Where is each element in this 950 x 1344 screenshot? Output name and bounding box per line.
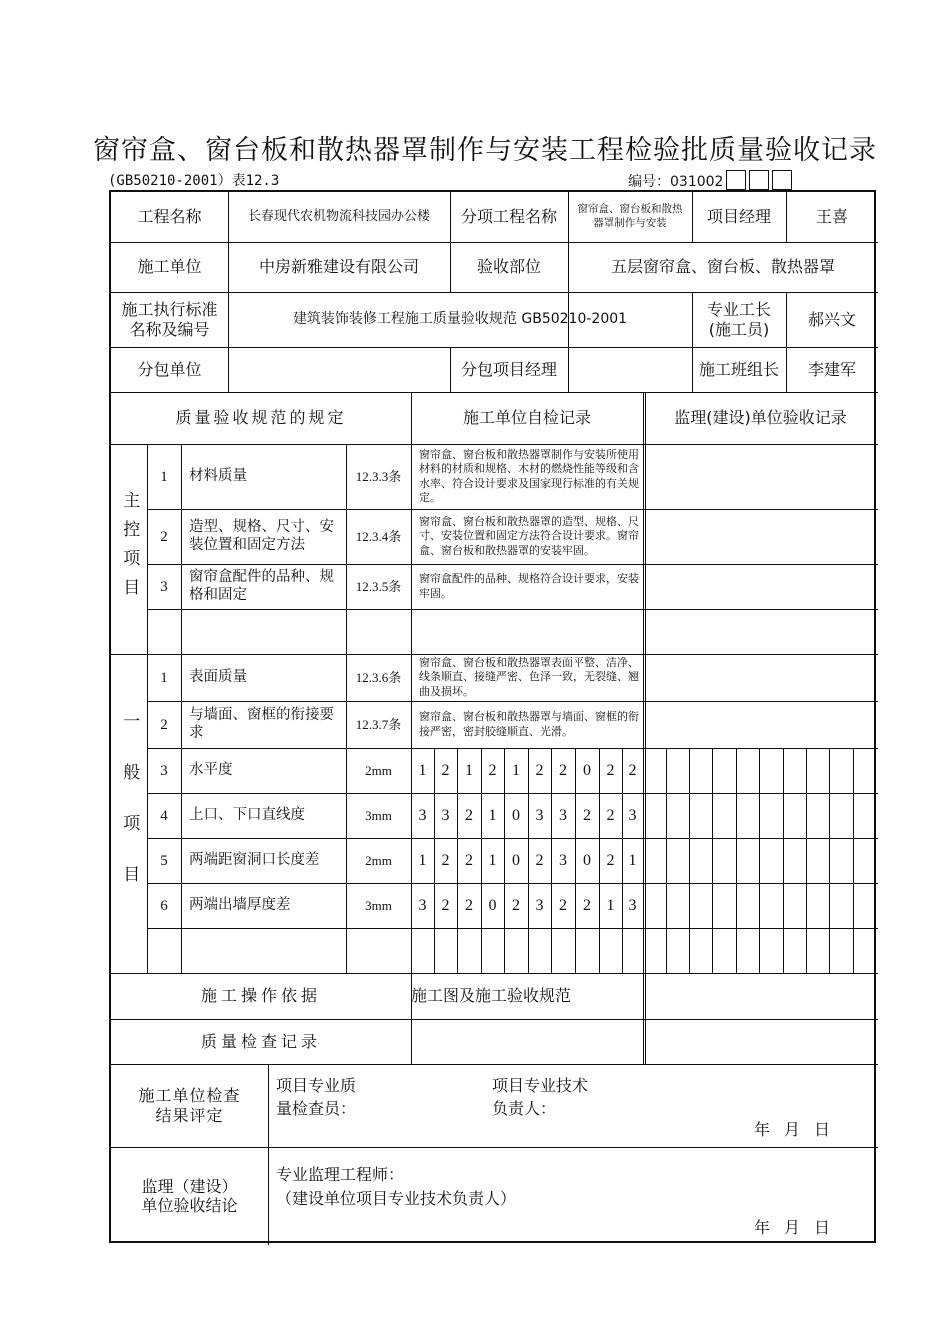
measured-value-text: 3 (535, 896, 544, 914)
project-name-label (111, 192, 228, 242)
measured-item-tolerance (346, 793, 411, 838)
measured-item-name (181, 838, 346, 883)
inspection-form (109, 190, 876, 1243)
foreman-value[interactable] (786, 292, 878, 347)
main-item-name-text: 造型、规格、尺寸、安装位置和固定方法 (189, 519, 334, 553)
measured-value-text: 2 (441, 896, 450, 914)
quality-record-label-text: 质量检查记录 (200, 1031, 321, 1051)
v-rule (666, 748, 667, 973)
tech-lead-signature[interactable]: 项目专业技术负责人： (492, 1076, 589, 1119)
measured-value[interactable] (434, 748, 457, 793)
measured-item-tolerance (346, 883, 411, 928)
record-code (628, 170, 792, 191)
measured-value-text: 2 (583, 806, 591, 824)
part-value-text: 五层窗帘盒、窗台板、散热器罩 (610, 257, 835, 277)
contractor-value-text: 中房新雅建设有限公司 (258, 257, 419, 277)
measured-value-text: 2 (606, 761, 615, 779)
basis-value-text: 施工图及施工验收规范 (411, 986, 572, 1006)
measured-value-text: 2 (465, 806, 473, 824)
supervision-result-label (111, 1147, 268, 1245)
sub-project-label (450, 192, 568, 242)
measured-value-text: 2 (465, 851, 473, 869)
main-item-self-check-text: 窗帘盒配件的品种、规格符合设计要求，安装牢固。 (419, 572, 639, 600)
measured-value[interactable] (551, 883, 575, 928)
measured-value[interactable] (481, 838, 504, 883)
standard-label-text: 施工执行标准名称及编号 (121, 300, 218, 339)
measured-value-text: 0 (583, 761, 591, 779)
measured-value[interactable] (575, 793, 599, 838)
sub-project-value[interactable] (568, 192, 692, 242)
supervision-date[interactable]: 年月日 (753, 1217, 844, 1237)
main-item-name (181, 444, 346, 509)
main-item-name (181, 509, 346, 564)
measured-value-text: 2 (535, 851, 544, 869)
measured-item-name-text: 两端出墙厚度差 (189, 896, 291, 913)
team-leader-value-text: 李建军 (807, 359, 856, 379)
measured-value-text: 0 (583, 851, 591, 869)
general-item-name (181, 654, 346, 701)
manager-value-text: 王喜 (815, 207, 848, 227)
general-item-name-text: 表面质量 (189, 668, 247, 685)
main-item-no-text: 2 (160, 528, 168, 545)
foreman-value-text: 郝兴文 (807, 309, 856, 329)
measured-item-name-text: 水平度 (189, 761, 233, 778)
measured-value-text: 0 (512, 851, 520, 869)
measured-item-tolerance (346, 838, 411, 883)
measured-value[interactable] (504, 883, 528, 928)
sub-project-value-text: 窗帘盒、窗台板和散热器罩制作与安装 (577, 203, 683, 229)
measured-value[interactable] (528, 748, 551, 793)
measured-value-text: 1 (628, 851, 637, 869)
general-item-self-check[interactable] (411, 654, 643, 701)
team-leader-value[interactable] (786, 347, 878, 392)
main-item-supervision[interactable] (643, 509, 878, 564)
main-item-clause (346, 564, 411, 609)
measured-value[interactable] (551, 793, 575, 838)
manager-value[interactable] (786, 192, 878, 242)
main-item-name (181, 564, 346, 609)
owner-tech-lead-signature[interactable]: （建设单位项目专业技术负责人） (276, 1189, 517, 1208)
measured-value-text: 3 (418, 896, 427, 914)
main-item-self-check[interactable] (411, 509, 643, 564)
main-item-self-check-text: 窗帘盒、窗台板和散热器罩的造型、规格、尺寸、安装位置和固定方法符合设计要求。窗帘盒、窗台板和散热器罩的安装牢固。 (419, 515, 639, 557)
measured-item-no-text: 4 (160, 807, 168, 824)
measured-value[interactable] (411, 838, 434, 883)
main-item-name-text: 窗帘盒配件的品种、规格和固定 (189, 569, 334, 603)
code-box-1[interactable] (726, 170, 746, 190)
general-item-clause (346, 654, 411, 701)
part-value[interactable] (568, 242, 878, 292)
measured-value-text: 3 (628, 806, 637, 824)
subcontractor-label-text: 分包单位 (137, 359, 202, 379)
measured-value-text: 2 (628, 761, 637, 779)
measured-value-text: 2 (465, 896, 473, 914)
supervision-column-header-text: 监理(建设)单位验收记录 (674, 408, 847, 428)
foreman-label-text: 专业工长(施工员) (706, 300, 771, 339)
main-item-self-check-text: 窗帘盒、窗台板和散热器罩制作与安装所使用材料的材质和规格、木材的燃烧性能等级和含水率、符合设计要求及国家现行标准的有关规定。 (419, 447, 639, 504)
main-item-supervision[interactable] (643, 444, 878, 509)
measured-value-text: 2 (535, 761, 544, 779)
measured-value[interactable] (599, 793, 622, 838)
self-check-column-header-text: 施工单位自检记录 (462, 408, 591, 428)
sub-manager-label (450, 347, 568, 392)
measured-value-text: 2 (583, 896, 591, 914)
measured-value[interactable] (481, 748, 504, 793)
measured-value[interactable] (481, 883, 504, 928)
row-rule (147, 609, 878, 610)
measured-item-no-text: 6 (160, 897, 168, 914)
main-item-name-text: 材料质量 (189, 467, 247, 484)
measured-value-text: 2 (606, 851, 615, 869)
standard-value-text: 建筑装饰装修工程施工质量验收规范 GB50210-2001 (292, 311, 628, 328)
measured-item-tolerance-text: 2mm (365, 852, 392, 868)
main-item-no (147, 509, 181, 564)
measured-item-tolerance-text: 3mm (365, 897, 392, 913)
general-item-self-check-text: 窗帘盒、窗台板和散热器罩与墙面、窗框的衔接严密，密封胶缝顺直、光滑。 (419, 710, 639, 738)
measured-value[interactable] (575, 838, 599, 883)
measured-item-no (147, 883, 181, 928)
main-item-clause-text: 12.3.3条 (355, 468, 402, 484)
general-item-supervision[interactable] (643, 654, 878, 701)
basis-label-text: 施工操作依据 (200, 986, 321, 1006)
v-rule (712, 748, 713, 973)
general-item-no-text: 1 (160, 669, 168, 686)
measured-value[interactable] (599, 748, 622, 793)
measured-value[interactable] (411, 793, 434, 838)
supervision-result-label-text: 监理（建设）单位验收结论 (141, 1176, 238, 1215)
code-box-3[interactable] (772, 170, 792, 190)
measured-item-no-text: 5 (160, 852, 168, 869)
measured-item-tolerance-text: 3mm (365, 807, 392, 823)
page-title: 窗帘盒、窗台板和散热器罩制作与安装工程检验批质量验收记录 (93, 135, 877, 166)
main-item-self-check[interactable] (411, 564, 643, 609)
general-item-self-check[interactable] (411, 701, 643, 748)
main-item-clause (346, 509, 411, 564)
measured-value-text: 1 (418, 851, 427, 869)
contractor-label (111, 242, 228, 292)
measured-value[interactable] (434, 838, 457, 883)
measured-value-text: 2 (441, 851, 450, 869)
contractor-value[interactable] (228, 242, 450, 292)
sub-manager-label-text: 分包项目经理 (460, 359, 557, 379)
manager-label-text: 项目经理 (706, 207, 771, 227)
measured-value-text: 2 (559, 761, 567, 779)
measured-value[interactable] (575, 883, 599, 928)
main-item-no-text: 1 (160, 468, 168, 485)
row-rule (147, 928, 878, 929)
measured-value[interactable] (551, 748, 575, 793)
basis-value[interactable] (411, 973, 643, 1019)
v-rule (806, 748, 807, 973)
general-item-clause-text: 12.3.7条 (355, 716, 402, 732)
measured-value-text: 1 (418, 761, 427, 779)
supervision-result-area[interactable] (268, 1147, 878, 1245)
measured-value[interactable] (457, 838, 481, 883)
standard-label (111, 292, 228, 347)
general-item-no-text: 2 (160, 716, 168, 733)
measured-value[interactable] (434, 883, 457, 928)
measured-value-text: 1 (606, 896, 615, 914)
measured-value-text: 3 (418, 806, 427, 824)
standard-table-ref: (GB50210-2001）表12.3 (108, 173, 280, 189)
measured-item-no (147, 793, 181, 838)
measured-value[interactable] (411, 883, 434, 928)
sub-project-label-text: 分项工程名称 (460, 207, 557, 227)
measured-value[interactable] (504, 793, 528, 838)
contractor-result-label-text: 施工单位检查结果评定 (138, 1086, 241, 1125)
measured-value-text: 1 (465, 761, 473, 779)
measured-value[interactable] (622, 838, 643, 883)
measured-item-no (147, 748, 181, 793)
measured-value[interactable] (457, 748, 481, 793)
measured-item-tolerance-text: 2mm (365, 762, 392, 778)
sub-manager-value[interactable] (568, 347, 692, 392)
measured-item-name (181, 748, 346, 793)
measured-item-name-text: 两端距窗洞口长度差 (189, 851, 320, 868)
project-name-value[interactable] (228, 192, 450, 242)
measured-item-no-text: 3 (160, 762, 168, 779)
measured-value[interactable] (575, 748, 599, 793)
main-item-supervision[interactable] (643, 564, 878, 609)
main-control-label (111, 444, 147, 654)
general-item-no (147, 701, 181, 748)
project-name-value-text: 长春现代农机物流科技园办公楼 (247, 209, 430, 225)
measured-value[interactable] (504, 838, 528, 883)
measured-value[interactable] (599, 838, 622, 883)
measured-value-text: 3 (441, 806, 450, 824)
measured-value[interactable] (551, 838, 575, 883)
measured-value-text: 3 (535, 806, 544, 824)
main-item-self-check[interactable] (411, 444, 643, 509)
main-item-no (147, 444, 181, 509)
contractor-result-area[interactable] (268, 1064, 878, 1147)
general-item-clause-text: 12.3.6条 (355, 669, 402, 685)
spec-column-header-text: 质量验收规范的规定 (175, 408, 347, 428)
measured-value-text: 2 (606, 806, 615, 824)
subcontractor-value[interactable] (228, 347, 450, 392)
general-item-name-text: 与墙面、窗框的衔接要求 (189, 707, 334, 741)
measured-value[interactable] (528, 883, 551, 928)
measured-value-text: 3 (628, 896, 637, 914)
part-label-text: 验收部位 (476, 257, 541, 277)
general-item-no (147, 654, 181, 701)
manager-label (692, 192, 786, 242)
measured-value-text: 2 (512, 896, 520, 914)
measured-value-text: 3 (559, 806, 567, 824)
foreman-label (692, 292, 786, 347)
supervision-column-header (643, 392, 878, 444)
measured-value[interactable] (622, 748, 643, 793)
code-box-2[interactable] (749, 170, 769, 190)
standard-value[interactable] (228, 292, 692, 347)
contractor-date[interactable]: 年月日 (753, 1119, 844, 1139)
main-item-no (147, 564, 181, 609)
v-rule (759, 748, 760, 973)
spec-column-header (111, 392, 411, 444)
measured-value[interactable] (434, 793, 457, 838)
main-item-clause (346, 444, 411, 509)
measured-value[interactable] (411, 748, 434, 793)
general-item-self-check-text: 窗帘盒、窗台板和散热器罩表面平整、洁净、线条顺直、接缝严密、色泽一致，无裂缝、翘曲及损坏。 (419, 656, 639, 698)
measured-item-name-text: 上口、下口直线度 (189, 806, 305, 823)
measured-value[interactable] (457, 793, 481, 838)
measured-value-text: 2 (441, 761, 450, 779)
record-code-text: 编号：031002 (628, 174, 724, 190)
quality-record-label (111, 1019, 411, 1064)
subcontractor-label (111, 347, 228, 392)
measured-value-text: 1 (512, 761, 520, 779)
general-item-clause (346, 701, 411, 748)
main-item-no-text: 3 (160, 578, 168, 595)
inspector-signature[interactable]: 项目专业质量检查员： (276, 1076, 357, 1119)
general-item-supervision[interactable] (643, 701, 878, 748)
measured-value[interactable] (599, 883, 622, 928)
part-label (450, 242, 568, 292)
general-items-label (111, 654, 147, 973)
supervisor-signature[interactable]: 专业监理工程师： (276, 1165, 405, 1184)
measured-value-text: 2 (488, 761, 497, 779)
general-items-label-text: 一般项目 (119, 711, 140, 916)
contractor-label-text: 施工单位 (137, 257, 202, 277)
measured-value[interactable] (457, 883, 481, 928)
self-check-column-header (411, 392, 643, 444)
measured-value-text: 2 (559, 896, 567, 914)
measured-item-tolerance (346, 748, 411, 793)
measured-value-text: 0 (488, 896, 497, 914)
project-name-label-text: 工程名称 (137, 207, 202, 227)
measured-value[interactable] (622, 793, 643, 838)
measured-value[interactable] (528, 793, 551, 838)
measured-value[interactable] (504, 748, 528, 793)
v-rule (853, 748, 854, 973)
main-item-clause-text: 12.3.5条 (355, 578, 402, 594)
measured-value-text: 0 (512, 806, 520, 824)
quality-record-value[interactable] (411, 1019, 643, 1064)
measured-value[interactable] (622, 883, 643, 928)
main-control-label-text: 主控项目 (119, 491, 140, 607)
v-rule (783, 748, 784, 973)
v-rule (689, 748, 690, 973)
contractor-result-label (111, 1064, 268, 1147)
measured-value-text: 3 (559, 851, 567, 869)
general-item-name (181, 701, 346, 748)
basis-label (111, 973, 411, 1019)
team-leader-label (692, 347, 786, 392)
measured-value[interactable] (481, 793, 504, 838)
measured-item-no (147, 838, 181, 883)
measured-value-text: 1 (488, 806, 497, 824)
v-rule (736, 748, 737, 973)
measured-value-text: 1 (488, 851, 497, 869)
main-item-clause-text: 12.3.4条 (355, 528, 402, 544)
measured-value[interactable] (528, 838, 551, 883)
team-leader-label-text: 施工班组长 (698, 359, 779, 379)
measured-item-name (181, 793, 346, 838)
v-rule (829, 748, 830, 973)
measured-item-name (181, 883, 346, 928)
